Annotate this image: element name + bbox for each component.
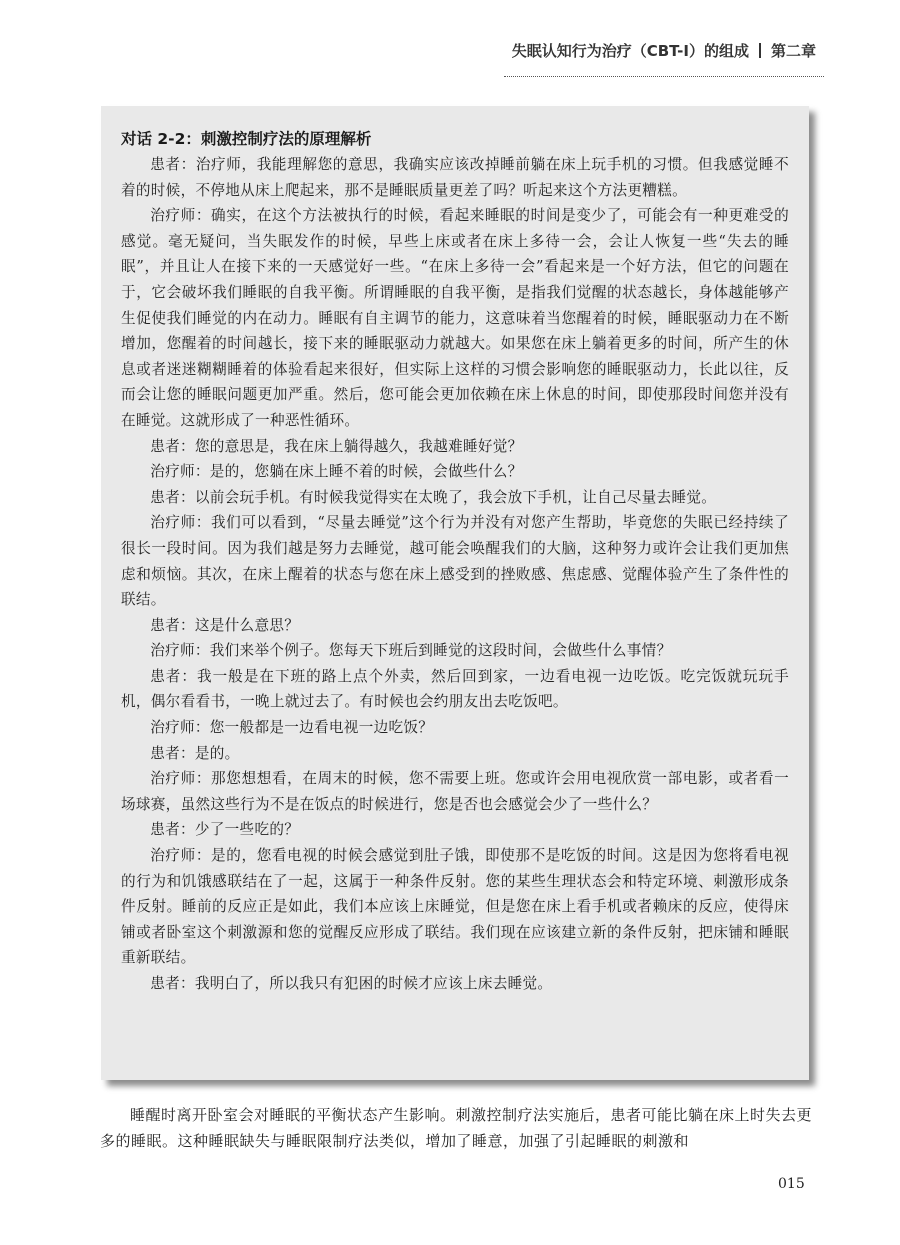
dialogue-box [101, 106, 809, 1080]
dialogue-line: 治疗师：我们可以看到，“尽量去睡觉”这个行为并没有对您产生帮助，毕竟您的失眠已经持续了很长一段时间。因为我们越是努力去睡觉，越可能会唤醒我们的大脑，这种努力或许会让我们更加焦虑和烦恼。其次，在床上醒着的状态与您在床上感受到的挫败感、焦虑感、觉醒体验产生了条件性的联结。 [121, 514, 789, 609]
header-separator [759, 43, 761, 58]
dialogue-line: 治疗师：确实，在这个方法被执行的时候，看起来睡眠的时间是变少了，可能会有一种更难受的感觉。毫无疑问，当失眠发作的时候，早些上床或者在床上多待一会，会让人恢复一些“失去的睡眠”，并且让人在接下来的一天感觉好一些。“在床上多待一会”看起来是一个好方法，但它的问题在于，它会破坏我们睡眠的自我平衡。所谓睡眠的自我平衡，是指我们觉醒的状态越长，身体越能够产生促使我们睡觉的内在动力。睡眠有自主调节的能力，这意味着当您醒着的时候，睡眠驱动力在不断增加，您醒着的时间越长，接下来的睡眠驱动力就越大。如果您在床上躺着更多的时间，所产生的休息或者迷迷糊糊睡着的体验看起来很好，但实际上这样的习惯会影响您的睡眠驱动力，长此以往，反而会让您的睡眠问题更加严重。然后，您可能会更加依赖在床上休息的时间，即使那段时间您并没有在睡觉。这就形成了一种恶性循环。 [121, 207, 789, 429]
dialogue-line: 治疗师：您一般都是一边看电视一边吃饭？ [150, 719, 434, 737]
dialogue-line: 患者：我一般是在下班的路上点个外卖，然后回到家，一边看电视一边吃饭。吃完饭就玩玩手机，偶尔看看书，一晚上就过去了。有时候也会约朋友出去吃饭吧。 [121, 667, 789, 711]
dialogue-line: 治疗师：那您想想看，在周末的时候，您不需要上班。您或许会用电视欣赏一部电影，或者看一场球赛，虽然这些行为不是在饭点的时候进行，您是否也会感觉会少了一些什么？ [121, 770, 789, 813]
header-rule [504, 76, 824, 77]
header-title: 失眠认知行为治疗（CBT-I）的组成 [511, 42, 749, 60]
dialogue-line: 患者：我明白了，所以我只有犯困的时候才应该上床去睡觉。 [150, 975, 553, 992]
dialogue-line: 患者：以前会玩手机。有时候我觉得实在太晚了，我会放下手机，让自己尽量去睡觉。 [150, 488, 717, 506]
dialogue-line: 患者：您的意思是，我在床上躺得越久，我越难睡好觉？ [150, 437, 523, 455]
running-header [512, 40, 816, 61]
dialogue-line: 患者：少了一些吃的？ [150, 821, 300, 839]
dialogue-line: 患者：这是什么意思？ [150, 616, 300, 634]
dialogue-line: 治疗师：我们来举个例子。您每天下班后到睡觉的这段时间，会做些什么事情？ [150, 642, 672, 660]
header-chapter: 第二章 [770, 42, 816, 60]
dialogue-line: 治疗师：是的，您躺在床上睡不着的时候，会做些什么？ [150, 463, 523, 481]
dialogue-line: 患者：治疗师，我能理解您的意思，我确实应该改掉睡前躺在床上玩手机的习惯。但我感觉睡不着的时候，不停地从床上爬起来，那不是睡眠质量更差了吗？听起来这个方法更糟糕。 [121, 156, 789, 199]
dialogue-line: 患者：是的。 [150, 744, 240, 762]
dialogue-line: 治疗师：是的，您看电视的时候会感觉到肚子饿，即使那不是吃饭的时间。这是因为您将看电视的行为和饥饿感联结在了一起，这属于一种条件反射。您的某些生理状态会和特定环境、刺激形成条件反射。睡前的反应正是如此，我们本应该上床睡觉，但是您在床上看手机或者赖床的反应，使得床铺或者卧室这个刺激源和您的觉醒反应形成了联结。我们现在应该建立新的条件反射，把床铺和睡眠重新联结。 [121, 847, 789, 967]
dialogue-title: 对话 2-2：刺激控制疗法的原理解析 [121, 130, 372, 148]
body-paragraph: 睡醒时离开卧室会对睡眠的平衡状态产生影响。刺激控制疗法实施后，患者可能比躺在床上时失去更多的睡眠。这种睡眠缺失与睡眠限制疗法类似，增加了睡意，加强了引起睡眠的刺激和 [100, 1106, 813, 1150]
page-number: 015 [778, 1176, 805, 1192]
